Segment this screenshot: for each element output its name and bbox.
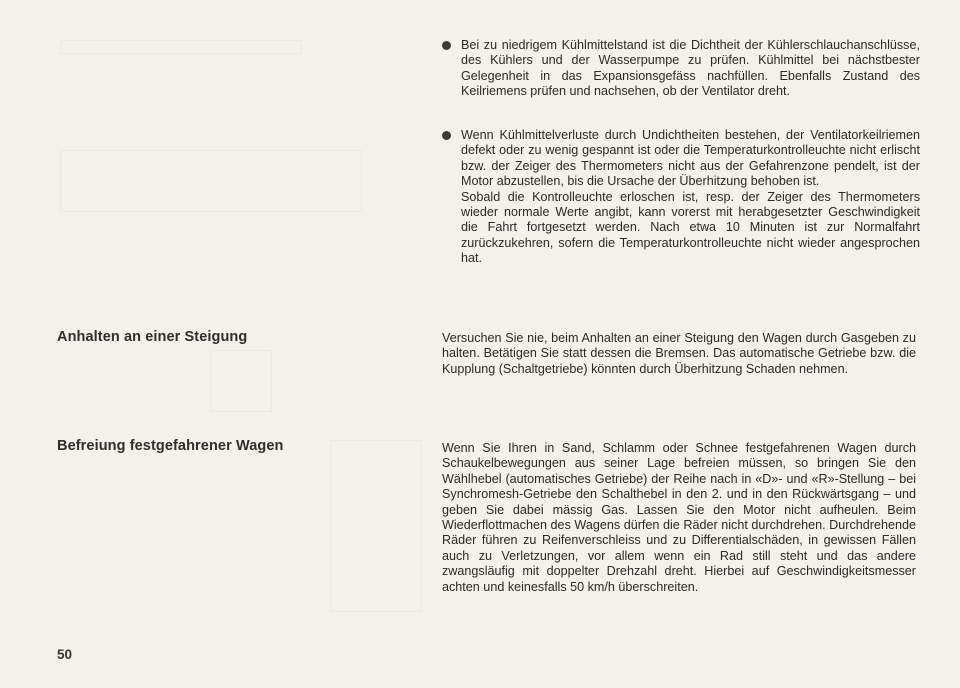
bullet-dot-icon [442,41,451,50]
show-through-mark [210,350,272,412]
bullet-paragraph: Sobald die Kontrolleuchte erloschen ist, resp. der Zeiger des Thermometers wieder normale Werte angibt, kann vorerst mit herabgesetzter Geschwindigkeit die Fahrt fortgesetzt werden. Nach etwa 10 Minuten ist zur Normalfahrt zurückzukehren, sofern die Temperaturkontrolleuchte nicht wieder angesprochen hat. [461,189,920,266]
section-text-incline: Versuchen Sie nie, beim Anhalten an einer Steigung den Wagen durch Gasgeben zu halten. Betätigen Sie statt dessen die Bremsen. Das automatische Getriebe bzw. die Kupplung (Schaltgetriebe) könnten durch Überhitzung Schaden nehmen. [442,331,916,376]
show-through-mark [60,150,362,212]
bullet-paragraph: Bei zu niedrigem Kühlmittelstand ist die Dichtheit der Kühlerschlauchanschlüsse, des Kühlers und der Wasserpumpe zu prüfen. Kühlmittel bei nächstbester Gelegenheit in das Expansionsgefäss nachfüllen. Ebenfalls Zustand des Keilriemens prüfen und nachsehen, ob der Ventilator dreht. [461,38,920,99]
page-number: 50 [57,647,73,662]
bullet-dot-icon [442,131,451,140]
section-heading-incline: Anhalten an einer Steigung [57,329,248,345]
show-through-mark [330,440,422,612]
section-text-stuck-vehicle: Wenn Sie Ihren in Sand, Schlamm oder Schnee festgefahrenen Wagen durch Schaukelbewegungen aus seiner Lage befreien müssen, so bringen Sie den Wählhebel (automatisches Getriebe) der Reihe nach in «D»- und «R»-Stellung – bei Synchromesh-Getriebe den Schalthebel in den 2. und in den Rückwärtsgang – und geben Sie dabei mässig Gas. Lassen Sie den Motor nicht aufheulen. Beim Wiederflottmachen des Wagens dürfen die Räder nicht durchdrehen. Durchdrehende Räder führen zu Reifenverschleiss und zu Differentialschäden, in gewissen Fällen auch zu Verletzungen, vor allem wenn ein Rad still steht und das andere zwangsläufig mit doppelter Drehzahl dreht. Hierbei auf Geschwindigkeitsmesser achten und keinesfalls 50 km/h überschreiten. [442,441,916,594]
bullet-item-coolant-level [442,38,920,100]
bullet-item-coolant-loss [442,128,920,267]
section-heading-stuck-vehicle: Befreiung festgefahrener Wagen [57,438,284,454]
bullet-paragraph: Wenn Kühlmittelverluste durch Undichtheiten bestehen, der Ventilatorkeilriemen defekt oder zu wenig gespannt ist oder die Temperaturkontrolleuchte nicht erlischt bzw. der Zeiger des Thermometers nicht aus der Gefahrenzone pendelt, ist der Motor abzustellen, bis die Ursache der Überhitzung behoben ist. [461,128,920,189]
show-through-mark [60,40,302,54]
